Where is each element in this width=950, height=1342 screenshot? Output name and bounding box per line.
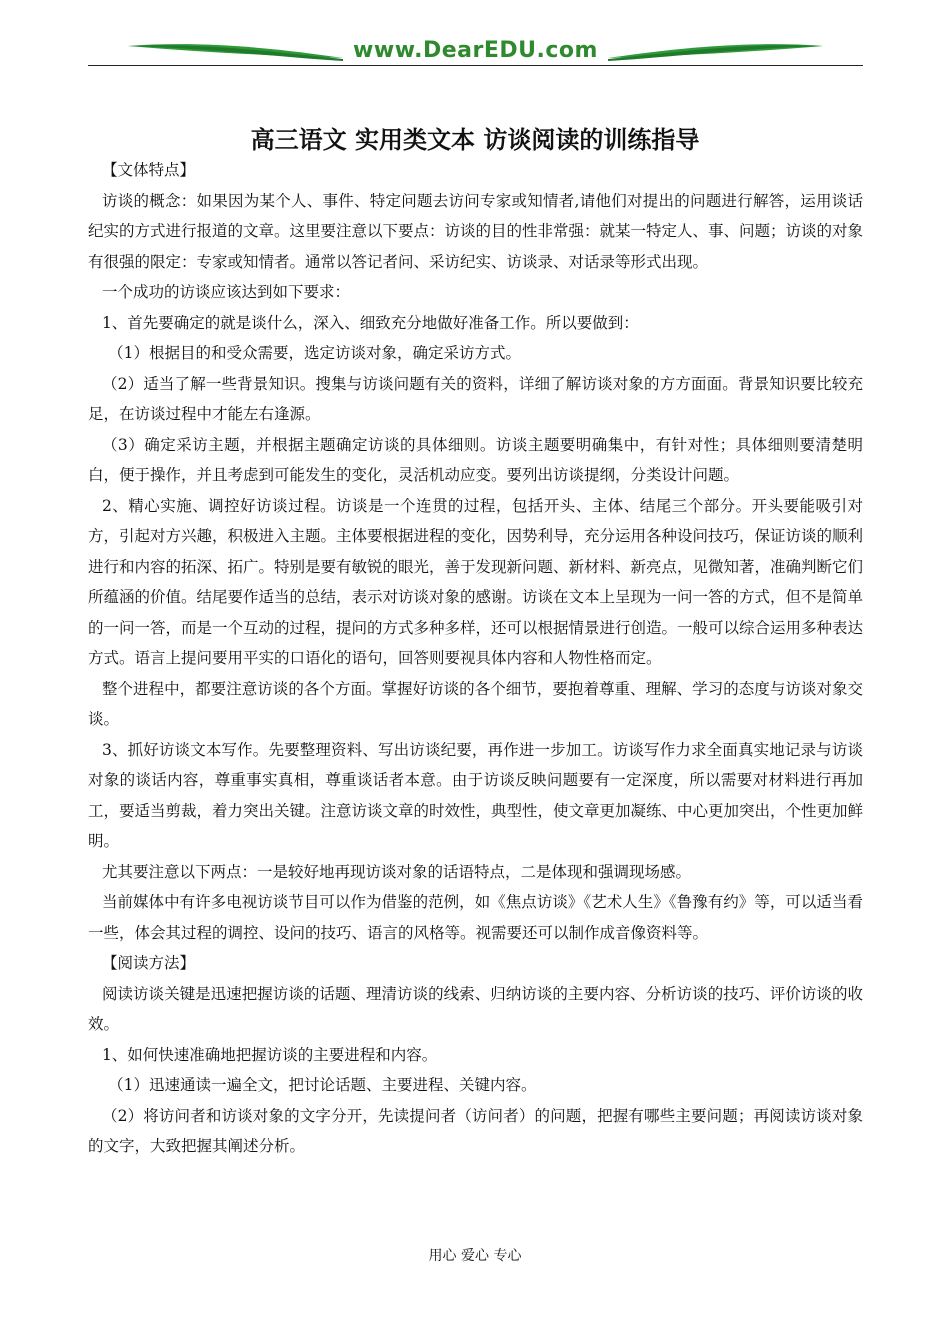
section-heading: 【文体特点】 [101,161,195,179]
paragraph: 3、抓好访谈文本写作。先要整理资料、写出访谈纪要，再作进一步加工。访谈写作力求全面真实地记录与访谈对象的谈话内容，尊重事实真相，尊重谈话者本意。由于访谈反映问题要有一定深度，所以需要对材料进行再加工，要适当剪裁，着力突出关键。注意访谈文章的时效性，典型性，使文章更加凝练、中心更加突出，个性更加鲜明。 [88,740,864,850]
paragraph: 1、首先要确定的就是谈什么，深入、细致充分地做好准备工作。所以要做到： [101,313,639,332]
page-footer: 用心 爱心 专心 [428,1248,522,1264]
paragraph: 阅读访谈关键是迅速把握访谈的话题、理清访谈的线索、归纳访谈的主要内容、分析访谈的技巧、评价访谈的收效。 [88,984,863,1033]
paragraph: 一个成功的访谈应该达到如下要求： [101,283,350,301]
section-heading: 【阅读方法】 [101,954,195,972]
paragraph: 1、如何快速准确地把握访谈的主要进程和内容。 [101,1045,438,1064]
paragraph: 尤其要注意以下两点：一是较好地再现访谈对象的话语特点，二是体现和强调现场感。 [101,862,691,881]
paragraph: （2）将访问者和访谈对象的文字分开，先读提问者（访问者）的问题，把握有哪些主要问题；再阅读访谈对象的文字，大致把握其阐述分析。 [88,1106,863,1155]
paragraph: 2、精心实施、调控好访谈过程。访谈是一个连贯的过程，包括开头、主体、结尾三个部分。开头要能吸引对方，引起对方兴趣，积极进入主题。主体要根据进程的变化，因势利导，充分运用各种设问技巧，保证访谈的顺利进行和内容的拓深、拓广。特别是要有敏锐的眼光，善于发现新问题、新材料、新亮点，见微知著，准确判断它们所蕴涵的价值。结尾要作适当的总结，表示对访谈对象的感谢。访谈在文本上呈现为一问一答的方式，但不是简单的一问一答，而是一个互动的过程，提问的方式多种多样，还可以根据情景进行创造。一般可以综合运用多种表达方式。语言上提问要用平实的口语化的语句，回答则要视具体内容和人物性格而定。 [88,496,864,667]
paragraph: 整个进程中，都要注意访谈的各个方面。掌握好访谈的各个细节，要抱着尊重、理解、学习的态度与访谈对象交谈。 [88,679,863,728]
document-title: 高三语文 实用类文本 访谈阅读的训练指导 [250,125,700,154]
site-logo-text: www.DearEDU.com [353,38,598,63]
paragraph: （1）根据目的和受众需要，选定访谈对象，确定采访方式。 [108,344,522,362]
paragraph: 访谈的概念：如果因为某个人、事件、特定问题去访问专家或知情者,请他们对提出的问题进行解答，运用谈话纪实的方式进行报道的文章。这里要注意以下要点：访谈的目的性非常强：就某一特定人、事、问题；访谈的对象有很强的限定：专家或知情者。通常以答记者问、采访纪实、访谈录、对话录等形式出现。 [88,191,864,271]
paragraph: （3）确定采访主题，并根据主题确定访谈的具体细则。访谈主题要明确集中，有针对性；具体细则要清楚明白，便于操作，并且考虑到可能发生的变化，灵活机动应变。要列出访谈提纲，分类设计问题。 [88,435,863,484]
paragraph: （2）适当了解一些背景知识。搜集与访谈问题有关的资料，详细了解访谈对象的方方面面。背景知识要比较充足，在访谈过程中才能左右逢源。 [88,374,863,423]
paragraph: 当前媒体中有许多电视访谈节目可以作为借鉴的范例，如《焦点访谈》《艺术人生》《鲁豫有约》等，可以适当看一些，体会其过程的调控、设问的技巧、语言的风格等。视需要还可以制作成音像资料等。 [88,893,863,942]
document-body [88,155,863,1162]
header-divider [88,65,863,66]
paragraph: （1）迅速通读一遍全文，把讨论话题、主要进程、关键内容。 [108,1076,537,1094]
